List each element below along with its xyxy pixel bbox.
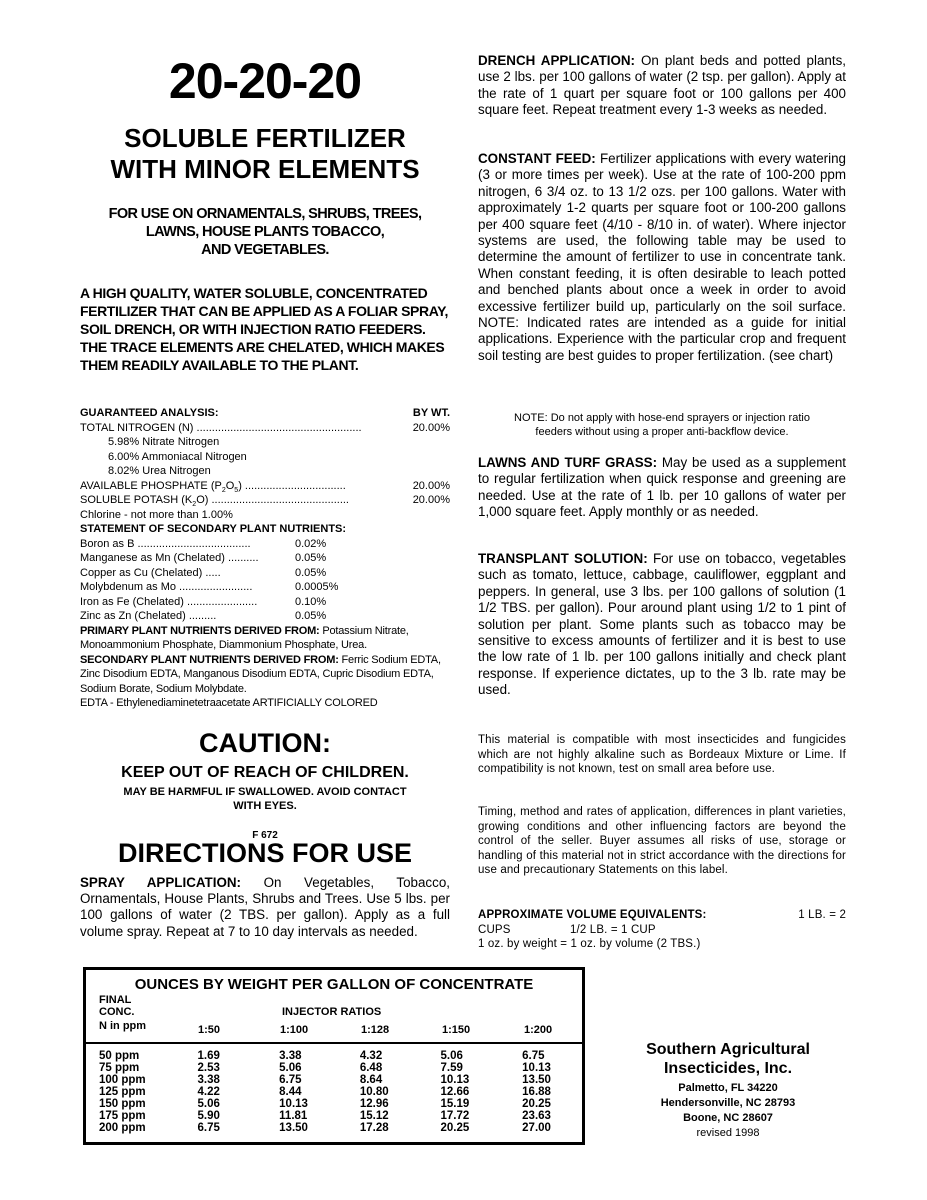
table-divider <box>86 1042 582 1044</box>
title-line-2: WITH MINOR ELEMENTS <box>110 154 420 184</box>
volume-equivalents <box>478 908 846 952</box>
potash-row: SOLUBLE POTASH $(K_2O)$ ............................................. 20.00% <box>80 494 450 508</box>
ounces-cell: 10.13 <box>522 1062 551 1074</box>
caution-children: KEEP OUT OF REACH OF CHILDREN. <box>121 764 409 781</box>
phosphate-row: AVAILABLE PHOSPHATE $(P_2O_5)$ ................................. 20.00% <box>80 479 450 493</box>
ounces-cell: 6.75 <box>197 1122 220 1134</box>
ounces-cell: 3.38 <box>197 1074 220 1086</box>
ounces-cell: 15.12 <box>359 1110 389 1122</box>
ounces-cell: 3.38 <box>279 1050 302 1062</box>
product-intro: A HIGH QUALITY, WATER SOLUBLE, CONCENTRATED FERTILIZER THAT CAN BE APPLIED AS A FOLIAR SPRAY, SOIL DRENCH, OR WITH INJECTION RATIO FEEDERS. THE TRACE ELEMENTS ARE CHELATED, WHICH MAKES THEM READILY AVAILABLE TO THE PLANT. <box>80 285 449 373</box>
ounces-cell: 17.28 <box>359 1122 389 1134</box>
ounces-cell: 6.75 <box>522 1050 545 1062</box>
ounces-cell: 6.75 <box>279 1074 302 1086</box>
ounces-cell: 8.64 <box>359 1074 383 1086</box>
ounces-cell: 1.69 <box>197 1050 220 1062</box>
drench-application: DRENCH APPLICATION: On plant beds and potted plants, use 2 lbs. per 100 gallons of water (2 tsp. per gallon). Apply at the rate of 1 quart per square foot or 100 gallons per 400 square feet. Repeat treatment every 1-3 weeks as needed. <box>478 53 846 118</box>
table-row <box>99 1110 582 1122</box>
ounces-cell: 10.13 <box>440 1074 470 1086</box>
ppm-cell: 125 ppm <box>99 1086 146 1098</box>
primary-derived-from: PRIMARY PLANT NUTRIENTS DERIVED FROM: Potassium Nitrate, Monoammonium Phosphate, Diammonium Phosphate, Urea. <box>80 624 409 651</box>
product-title <box>80 123 450 185</box>
header-ratio: 1:100 <box>280 1024 309 1036</box>
secondary-nutrient-row: Manganese as Mn (Chelated) .......... 0.05% <box>80 552 327 564</box>
table-row <box>99 1098 582 1110</box>
secondary-nutrient-row: Zinc as Zn (Chelated) ......... 0.05% <box>80 610 327 622</box>
analysis-heading: GUARANTEED ANALYSIS: <box>80 407 219 419</box>
ppm-cell: 175 ppm <box>99 1110 146 1122</box>
company-name-1: Southern Agricultural <box>646 1041 810 1058</box>
potash-value: 20.00% <box>412 494 450 506</box>
uses-line-3: AND VEGETABLES. <box>201 242 329 258</box>
ounces-cell: 7.59 <box>440 1062 463 1074</box>
company-name-2: Insecticides, Inc. <box>663 1060 793 1077</box>
ppm-cell: 200 ppm <box>99 1122 146 1134</box>
caution-swallow: MAY BE HARMFUL IF SWALLOWED. AVOID CONTACT WITH EYES. <box>123 786 407 812</box>
total-nitrogen-label: TOTAL NITROGEN (N) ...................................................... <box>80 421 362 434</box>
ounces-cell: 20.25 <box>440 1122 470 1134</box>
constant-feed: CONSTANT FEED: Fertilizer applications with every watering (3 or more times per week). Use at the rate of 100-200 ppm nitrogen, 6 3/4 oz. to 13 1/2 ozs. per 100 gallons. Water with approximately 1-2 quarts per square foot or 100-200 gallons per 400 square feet (4/10 - 8/10 in. of water). Where injector systems are used, the following table may be used to determine the amount of fertilizer to use in concentrate tank. When constant feeding, it is often desirable to leach potted and benched plants about once a week in order to avoid excessive fertilizer build up, particularly on the soil surface. NOTE: Indicated rates are intended as a guide for initial applications. Experience with the particular crop and frequent soil testing are best guides to proper fertilization. (see chart) <box>478 151 846 363</box>
equiv-line2: 1 oz. by weight = 1 oz. by volume (2 TBS.) <box>478 938 701 951</box>
ppm-cell: 150 ppm <box>99 1098 146 1110</box>
directions-title: DIRECTIONS FOR USE <box>117 838 413 868</box>
ounces-cell: 13.50 <box>522 1074 551 1086</box>
company-address-3: Boone, NC 28607 <box>683 1112 773 1124</box>
uses-line-2: LAWNS, HOUSE PLANTS TOBACCO, <box>145 224 385 240</box>
equiv-part3: 1/2 LB. = 1 CUP <box>570 923 656 936</box>
ounces-cell: 5.06 <box>440 1050 463 1062</box>
table-title: OUNCES BY WEIGHT PER GALLON OF CONCENTRATE <box>134 976 534 993</box>
header-ratio: 1:200 <box>524 1024 553 1036</box>
by-wt-heading: BY WT. <box>412 407 450 419</box>
ounces-cell: 10.80 <box>359 1086 389 1098</box>
ounces-cell: 12.66 <box>440 1086 470 1098</box>
secondary-nutrient-row: Copper as Cu (Chelated) ..... 0.05% <box>80 566 327 579</box>
table-row <box>99 1086 582 1098</box>
total-nitrogen-value: 20.00% <box>412 421 450 434</box>
title-line-1: SOLUBLE FERTILIZER <box>124 123 406 153</box>
secondary-nutrient-row: Iron as Fe (Chelated) ....................... 0.10% <box>80 595 327 608</box>
product-uses <box>80 205 450 259</box>
ounces-cell: 5.90 <box>197 1110 220 1122</box>
equiv-part2: CUPS <box>478 923 511 936</box>
company-address-2: Hendersonville, NC 28793 <box>660 1097 796 1109</box>
edta-note: EDTA - Ethylenediaminetetraacetate ARTIFICIALLY COLORED <box>80 697 378 709</box>
product-formula: 20-20-20 <box>168 53 362 109</box>
lawns-turf-grass: LAWNS AND TURF GRASS: May be used as a supplement to regular fertilization when quick response and greening are needed. Use at the rate of 1 lb. per 10 gallons of water per 1,000 square feet. Apply monthly or as needed. <box>478 455 846 520</box>
company-block <box>610 1040 846 1141</box>
ounces-cell: 12.96 <box>359 1098 389 1110</box>
equiv-label: APPROXIMATE VOLUME EQUIVALENTS: <box>478 909 707 921</box>
liability-disclaimer: Timing, method and rates of application, differences in plant varieties, growing conditions and other influencing factors are beyond the control of the seller. Buyer assumes all risks of use, storage or handling of this material not in strict accordance with the directions for use and precautionary Statements on this label. <box>478 806 846 877</box>
urea-nitrogen: 8.02% Urea Nitrogen <box>108 465 211 477</box>
phosphate-value: 20.00% <box>412 479 450 492</box>
header-conc: CONC. <box>99 1006 135 1018</box>
ppm-cell: 100 ppm <box>99 1074 146 1086</box>
ounces-cell: 13.50 <box>279 1122 308 1134</box>
ounces-cell: 11.81 <box>279 1110 308 1122</box>
compatibility-note: This material is compatible with most insecticides and fungicides which are not highly alkaline such as Bordeaux Mixture or Lime. If compatibility is not known, test on small area before use. <box>478 734 846 776</box>
header-injector-ratios: INJECTOR RATIOS <box>282 1006 382 1018</box>
table-body <box>99 1050 582 1134</box>
chlorine-limit: Chlorine - not more than 1.00% <box>80 508 233 521</box>
ounces-cell: 27.00 <box>522 1122 551 1134</box>
ounces-cell: 6.48 <box>359 1062 383 1074</box>
uses-line-1: FOR USE ON ORNAMENTALS, SHRUBS, TREES, <box>108 206 422 222</box>
header-ratio: 1:150 <box>442 1024 471 1036</box>
product-code: F 672 <box>252 830 278 841</box>
backflow-note: NOTE: Do not apply with hose-end sprayers or injection ratio feeders without using a proper anti-backflow device. <box>514 412 810 438</box>
ammoniacal-nitrogen: 6.00% Ammoniacal Nitrogen <box>108 450 247 463</box>
ppm-cell: 75 ppm <box>99 1062 140 1074</box>
ounces-cell: 16.88 <box>522 1086 551 1098</box>
ounces-cell: 8.44 <box>279 1086 302 1098</box>
ounces-cell: 4.22 <box>197 1086 220 1098</box>
company-address-1: Palmetto, FL 34220 <box>678 1082 778 1094</box>
table-row <box>99 1062 582 1074</box>
ounces-cell: 23.63 <box>522 1110 551 1122</box>
spray-application: SPRAY APPLICATION: On Vegetables, Tobacco, Ornamentals, House Plants, Shrubs and Trees. Use 5 lbs. per 100 gallons of water (2 TBS. per gallon). Apply as a full volume spray. Repeat at 7 to 10 day intervals as needed. <box>80 875 450 939</box>
table-row <box>99 1074 582 1086</box>
transplant-solution: TRANSPLANT SOLUTION: For use on tobacco, vegetables such as tomato, lettuce, cabbage, cauliflower, eggplant and peppers. In general, use 3 lbs. per 100 gallons of solution (1 1/2 TBS. per gallon). Pour around plant using 1/2 to 1 pint of solution per plant. Some plants such as tobacco may be sensitive to excess amounts of fertilizer and it is best to use the low rate of 1 lb. per 100 gallons initially and check plant response. If experience dictates, up to the 3 lb. rate may be used. <box>478 551 846 698</box>
equiv-part1: 1 LB. = 2 <box>798 909 846 921</box>
ounces-cell: 10.13 <box>279 1098 308 1110</box>
table-row <box>99 1050 582 1062</box>
ounces-cell: 5.06 <box>197 1098 220 1110</box>
concentrate-table <box>83 967 585 1145</box>
ounces-cell: 20.25 <box>522 1098 551 1110</box>
header-final: FINAL <box>99 994 132 1006</box>
ounces-cell: 15.19 <box>440 1098 470 1110</box>
secondary-nutrient-row: Boron as B ..................................... 0.02% <box>80 537 327 550</box>
ppm-cell: 50 ppm <box>99 1050 140 1062</box>
ounces-cell: 5.06 <box>279 1062 302 1074</box>
header-n-in-ppm: N in ppm <box>99 1020 147 1032</box>
header-ratio: 1:50 <box>198 1024 221 1036</box>
secondary-nutrient-row: Molybdenum as Mo ........................ 0.0005% <box>80 581 339 593</box>
revised-date: revised 1998 <box>696 1127 760 1139</box>
secondary-derived-from: SECONDARY PLANT NUTRIENTS DERIVED FROM: Ferric Sodium EDTA, Zinc Disodium EDTA, Manganous Disodium EDTA, Cupric Disodium EDTA, Sodium Borate, Sodium Molybdate. <box>80 653 441 695</box>
ounces-cell: 2.53 <box>197 1062 220 1074</box>
ounces-cell: 4.32 <box>359 1050 383 1062</box>
nitrate-nitrogen: 5.98% Nitrate Nitrogen <box>108 436 220 448</box>
ounces-cell: 17.72 <box>440 1110 470 1122</box>
caution-title: CAUTION: <box>199 728 331 758</box>
secondary-nutrients-heading: STATEMENT OF SECONDARY PLANT NUTRIENTS: <box>80 523 347 535</box>
header-ratio: 1:128 <box>361 1024 390 1036</box>
table-row <box>99 1122 582 1134</box>
guaranteed-analysis <box>80 406 450 711</box>
table-header <box>86 993 582 1037</box>
